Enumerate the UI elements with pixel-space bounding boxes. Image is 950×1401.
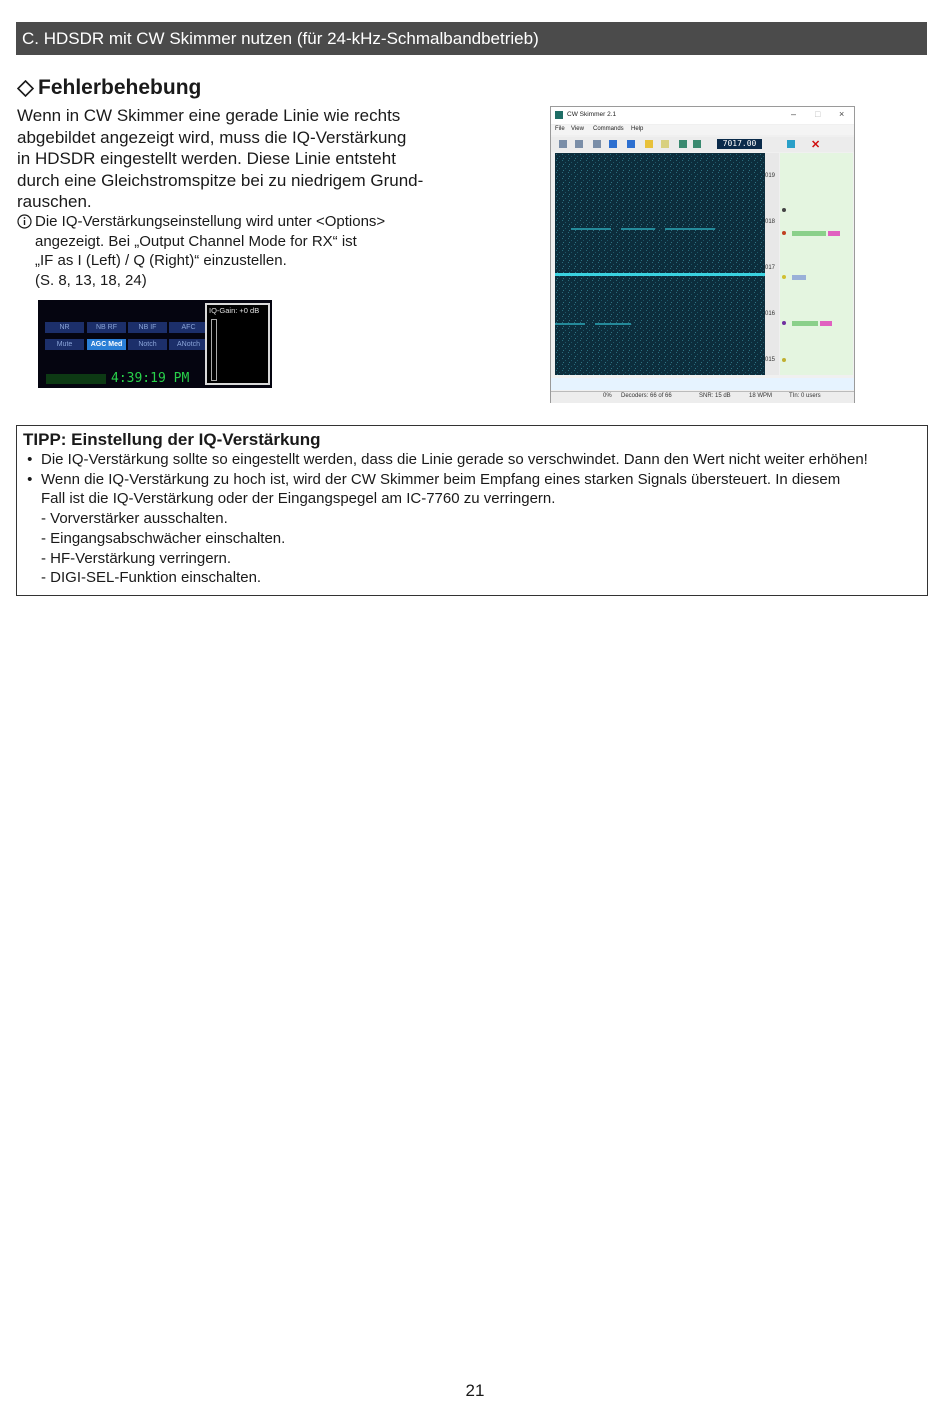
bullet-icon: • [23, 470, 33, 488]
scale-label: 019 [765, 173, 776, 179]
toolbar-icon [575, 140, 583, 148]
list-item [23, 450, 921, 470]
spot-marker [782, 208, 786, 212]
status-snr: SNR: 15 dB [699, 393, 731, 399]
skimmer-title: CW Skimmer 2.1 [567, 111, 617, 118]
tip-bullet-list [23, 450, 921, 509]
frequency-scale [765, 153, 779, 375]
info-note [17, 212, 457, 291]
hdsdr-button-agc: AGC Med [87, 339, 126, 350]
status-wpm: 18 WPM [749, 393, 773, 399]
hdsdr-button-mute: Mute [45, 339, 84, 350]
body-line: durch eine Gleichstromspitze bei zu niedrigem Grund- [17, 170, 424, 190]
tip-title: TIPP: Einstellung der IQ-Verstärkung [23, 430, 321, 449]
info-line: angezeigt. Bei „Output Channel Mode for RX“ ist [35, 232, 357, 250]
body-line: rauschen. [17, 192, 92, 211]
scale-label: 016 [765, 311, 776, 317]
spot-marker [782, 231, 786, 235]
clear-icon: ✕ [811, 139, 821, 151]
tip-bullet-line: Wenn die IQ-Verstärkung zu hoch ist, wird der CW Skimmer beim Empfang eines starken Signals übersteuert. In diesem [41, 470, 841, 488]
tip-bullet-line: Fall ist die IQ-Verstärkung oder der Eingangspegel am IC-7760 zu verringern. [41, 490, 556, 508]
tip-subitem: - Vorverstärker ausschalten. [41, 510, 228, 528]
hdsdr-button-nbif: NB IF [128, 322, 167, 333]
list-item [23, 470, 921, 509]
spot-marker [782, 321, 786, 325]
toolbar-icon [609, 140, 617, 148]
toolbar-icon [645, 140, 653, 148]
frequency-display: 7017.00 [717, 139, 762, 149]
iq-gain-panel [205, 303, 270, 385]
toolbar-icon [627, 140, 635, 148]
skimmer-status-bar [551, 391, 854, 403]
toolbar-icon [693, 140, 701, 148]
tip-bullet-text: Die IQ-Verstärkung sollte so eingestellt werden, dass die Linie gerade so verschwindet. Dann den Wert nicht weiter erhöhen! [41, 451, 868, 468]
info-line: „IF as I (Left) / Q (Right)“ einzustellen. [35, 252, 287, 270]
tip-box [16, 425, 928, 596]
maximize-icon: □ [815, 109, 821, 119]
skimmer-menu-bar [551, 125, 854, 135]
toolbar-icon [661, 140, 669, 148]
close-icon: × [839, 109, 845, 119]
tip-subitem: - HF-Verstärkung verringern. [41, 549, 232, 567]
bullet-icon: • [23, 451, 33, 468]
hdsdr-button-anotch: ANotch [169, 339, 208, 350]
toolbar-icon [679, 140, 687, 148]
scale-label: 018 [765, 219, 776, 225]
cw-skimmer-screenshot [550, 106, 855, 403]
section-title [17, 76, 201, 100]
info-line: (S. 8, 13, 18, 24) [35, 272, 147, 290]
skimmer-logo-icon [555, 111, 563, 119]
body-line: abgebildet angezeigt wird, muss die IQ-Verstärkung [17, 127, 407, 147]
hdsdr-button-nbrf: NB RF [87, 322, 126, 333]
hdsdr-button-nr: NR [45, 322, 84, 333]
tip-subitem: - Eingangsabschwächer einschalten. [41, 529, 286, 547]
body-line: Wenn in CW Skimmer eine gerade Linie wie rechts [17, 106, 401, 125]
iq-gain-label: IQ-Gain: +0 dB [209, 306, 260, 315]
skimmer-spot-bar [551, 378, 854, 390]
hdsdr-button-notch: Notch [128, 339, 167, 350]
status-decoders: Decoders: 66 of 66 [621, 393, 672, 399]
toolbar-icon [593, 140, 601, 148]
menu-file: File [555, 126, 565, 132]
toolbar-icon [559, 140, 567, 148]
hdsdr-screenshot [38, 300, 272, 388]
callsign-entry [792, 275, 806, 280]
callsign-list [780, 153, 853, 375]
waterfall-display [555, 153, 765, 375]
menu-commands: Commands [593, 126, 624, 132]
status-cpu: 0% [603, 393, 612, 399]
scale-label: 017 [765, 265, 776, 271]
body-paragraph [17, 105, 457, 213]
info-line: Die IQ-Verstärkungseinstellung wird unter <Options> [35, 213, 386, 230]
menu-view: View [571, 126, 584, 132]
hdsdr-blurred-area [46, 374, 106, 384]
hdsdr-clock: 4:39:19 PM [111, 371, 190, 386]
info-icon [17, 214, 32, 229]
skimmer-title-bar [551, 107, 854, 124]
diamond-icon [17, 80, 34, 97]
iq-gain-slider [211, 319, 217, 381]
waterfall-graphic [555, 153, 765, 375]
minimize-icon: – [791, 109, 797, 119]
status-telnet: TIn: 0 users [789, 393, 821, 399]
page-number: 21 [465, 1381, 485, 1400]
callsign-entry [792, 321, 818, 326]
spot-marker [782, 275, 786, 279]
body-line: in HDSDR eingestellt werden. Diese Linie entsteht [17, 149, 396, 168]
section-header: C. HDSDR mit CW Skimmer nutzen (für 24-kHz-Schmalbandbetrieb) [16, 22, 927, 55]
section-title-text: Fehlerbehebung [38, 76, 202, 99]
callsign-entry [828, 231, 840, 236]
toolbar-icon [787, 140, 795, 148]
callsign-entry [820, 321, 832, 326]
scale-label: 015 [765, 357, 776, 363]
callsign-entry [792, 231, 826, 236]
hdsdr-button-afc: AFC [169, 322, 208, 333]
spot-marker [782, 358, 786, 362]
tip-bullet-text [41, 470, 840, 509]
menu-help: Help [631, 126, 644, 132]
tip-subitem: - DIGI-SEL-Funktion einschalten. [41, 569, 262, 587]
skimmer-toolbar [551, 137, 854, 152]
